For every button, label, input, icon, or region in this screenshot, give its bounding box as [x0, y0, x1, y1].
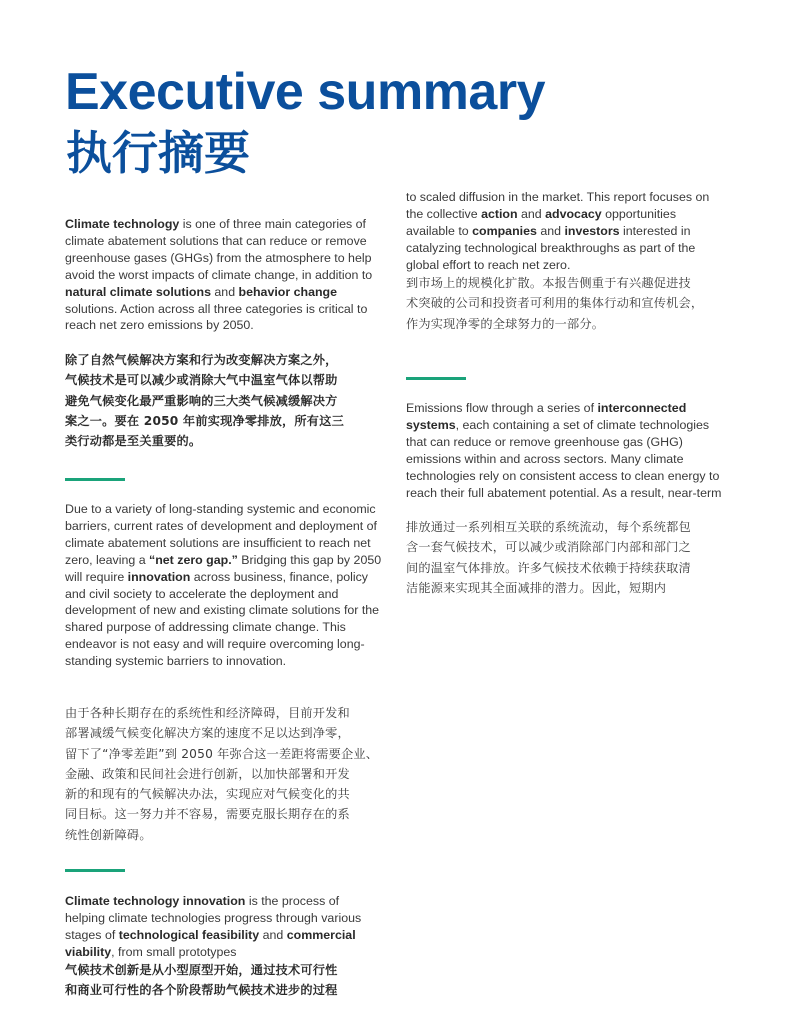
- paragraph-report-focus: to scaled diffusion in the market. This report focuses on the collective action and advocacy opportunities available to companies and investors interested in catalyzing technological breakthroughs as part of the global effort to reach net zero.: [406, 190, 710, 272]
- paragraph-interconnected-systems: Emissions flow through a series of interconnected systems, each containing a set of climate technologies that can reduce or remove greenhouse gas (GHG) emissions within and across sectors. Many climate technologies rely on consistent access to clean energy to reach their full abatement potential. As a result, near-term: [406, 401, 722, 500]
- term-climate-technology-innovation: Climate technology innovation: [65, 894, 246, 908]
- section-divider: [406, 377, 466, 380]
- paragraph-net-zero-gap: Due to a variety of long-standing systemic and economic barriers, current rates of development and deployment of climate abatement solutions are insufficient to reach net zero, leaving a “net zero gap.” Bridging this gap by 2050 will require innovation across business, finance, policy and civil society to accelerate the deployment and development of new and existing climate solutions for the shared purpose of addressing climate change. This endeavor is not easy and will require overcoming long-standing systemic barriers to innovation.: [65, 502, 382, 669]
- paragraph-climate-technology: Climate technology is one of three main categories of climate abatement solutions that can reduce or remove greenhouse gases (GHGs) from the atmosphere to help avoid the worst impacts of climate change, in addition to natural climate solutions and behavior change solutions. Action across all three categories is critical to reach net zero emissions by 2050.: [65, 217, 373, 333]
- term-climate-technology: Climate technology: [65, 217, 180, 231]
- paragraph-net-zero-gap-chinese: 由于各种长期存在的系统性和经济障碍，目前开发和 部署减缓气候变化解决方案的速度不足以达到净零， 留下了“净零差距”到 2050 年弥合这一差距将需要企业、 金融、政策和民间社会进行创新，以加快部署和开发 新的和现有的气候解决办法，实现应对气候变化的共 同目标。这一努力并不容易，需要克服长期存在的系 统性创新障碍。: [65, 706, 379, 842]
- section-divider: [65, 869, 125, 872]
- term-net-zero-gap: “net zero gap.”: [149, 552, 238, 567]
- paragraph-report-focus-chinese: 到市场上的规模化扩散。本报告侧重于有兴趣促进技 术突破的公司和投资者可利用的集体行动和宣传机会， 作为实现净零的全球努力的一部分。: [406, 276, 704, 331]
- paragraph-technology-innovation: Climate technology innovation is the process of helping climate technologies progress through various stages of technological feasibility and commercial viability, from small prototypes: [65, 894, 362, 959]
- term-interconnected-systems: interconnected systems: [406, 401, 687, 432]
- paragraph-technology-innovation-chinese: 气候技术创新是从小型原型开始，通过技术可行性 和商业可行性的各个阶段帮助气候技术进步的过程: [65, 963, 338, 998]
- page-title-chinese: 执行摘要: [66, 126, 250, 180]
- section-divider: [65, 478, 125, 481]
- paragraph-interconnected-systems-chinese: 排放通过一系列相互关联的系统流动，每个系统都包 含一套气候技术，可以减少或消除部门内部和部门之 间的温室气体排放。许多气候技术依赖于持续获取清 洁能源来实现其全面减排的潜力。因此，短期内: [406, 520, 691, 595]
- paragraph-climate-technology-chinese: 除了自然气候解决方案和行为改变解决方案之外， 气候技术是可以减少或消除大气中温室气体以帮助 避免气候变化最严重影响的三大类气候减缓解决方 案之一。要在 2050 年前实现净零排放，所有这三 类行动都是至关重要的。: [65, 353, 344, 449]
- page-title: Executive summary: [65, 63, 545, 121]
